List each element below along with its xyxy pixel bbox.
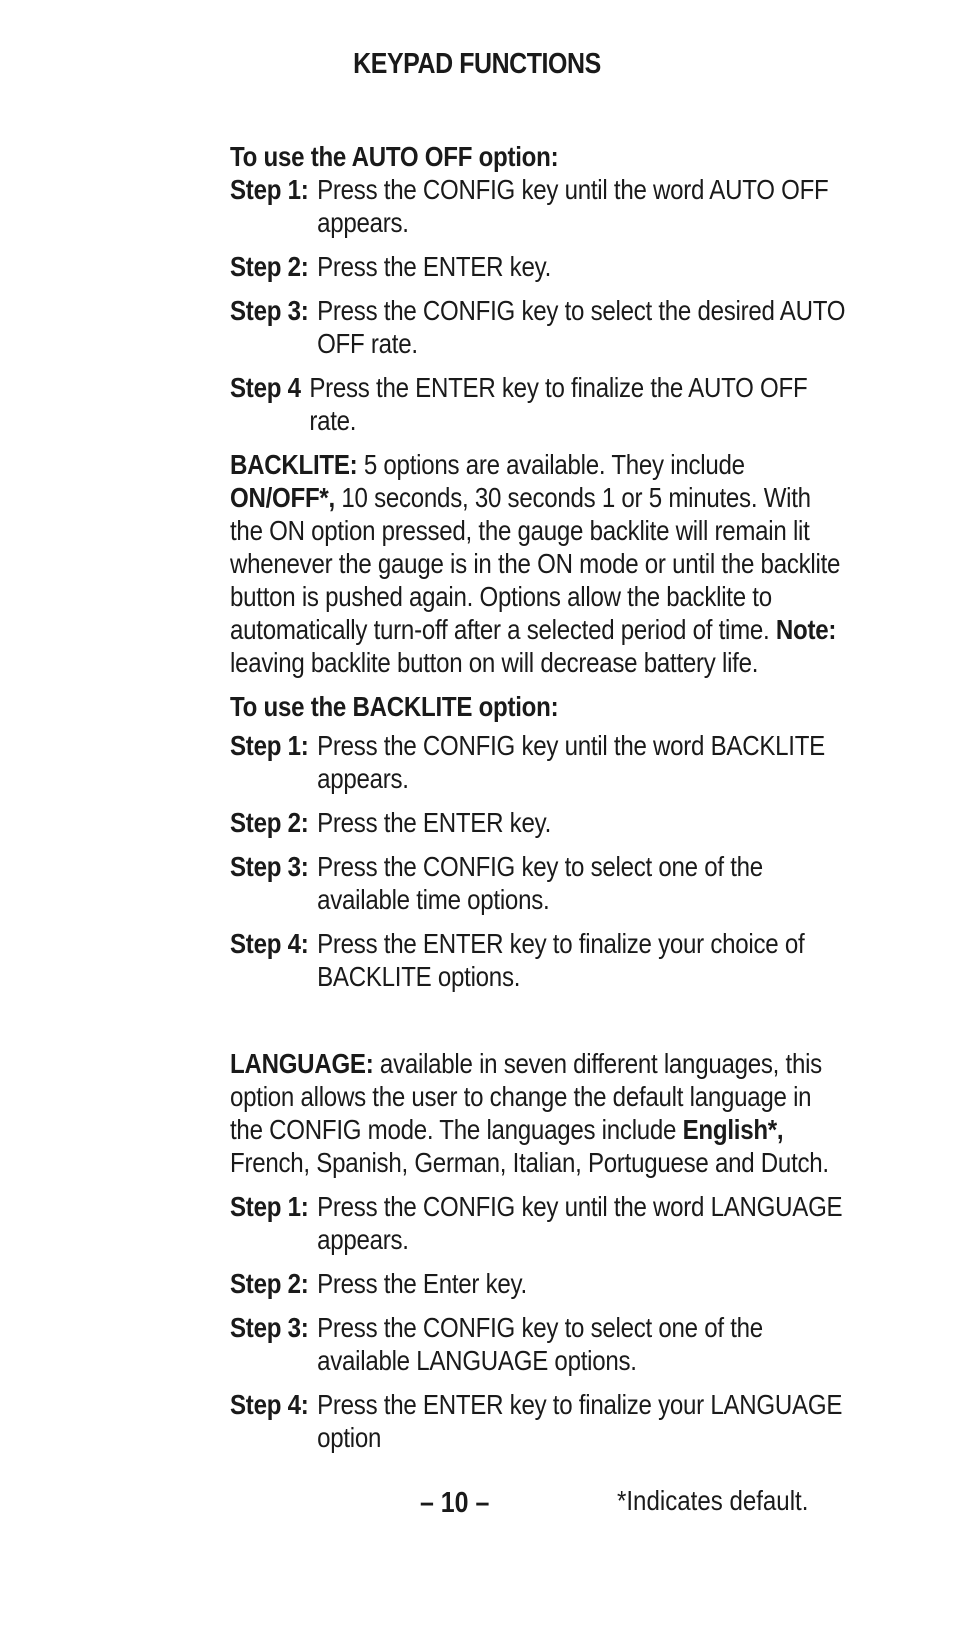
step-text: Press the ENTER key to finalize the AUTO OFF rate. [309, 372, 808, 436]
step-label: Step 3: [230, 851, 309, 882]
backlite-text-b: 10 seconds, 30 seconds 1 or 5 minutes. With the ON option pressed, the gauge backlite will remain lit whenever the gauge is in the ON mode or until the backlite button is pushed again. Options allow the backlite to automatically turn-off after a selected period of time. [230, 482, 841, 645]
language-text-a: available in seven different languages, this option allows the user to change the default language in the CONFIG mode. The languages include [230, 1048, 822, 1145]
step-label: Step 2: [230, 1268, 309, 1299]
language-step-1 [230, 1190, 849, 1256]
step-text: Press the ENTER key. [317, 807, 552, 838]
step-text: Press the ENTER key. [317, 251, 552, 282]
step-text: Press the CONFIG key to select one of the available LANGUAGE options. [317, 1312, 763, 1376]
backlite-step-2 [230, 806, 849, 839]
backlite-term: BACKLITE: [230, 449, 358, 480]
page-content [230, 140, 850, 1465]
step-label: Step 1: [230, 730, 309, 761]
step-label: Step 4: [230, 928, 309, 959]
backlite-description [230, 448, 849, 679]
auto-off-step-4 [230, 371, 849, 437]
backlite-step-1 [230, 729, 849, 795]
step-label: Step 3: [230, 295, 309, 326]
page-number: – 10 – [420, 1487, 490, 1519]
auto-off-step-2 [230, 250, 849, 283]
language-step-3 [230, 1311, 849, 1377]
backlite-steps [230, 729, 849, 993]
step-text: Press the CONFIG key until the word LANGUAGE appears. [317, 1191, 843, 1255]
step-label: Step 1: [230, 1191, 309, 1222]
step-text: Press the CONFIG key to select the desired AUTO OFF rate. [317, 295, 846, 359]
language-description [230, 1047, 849, 1179]
auto-off-step-1 [230, 173, 849, 239]
backlite-note-label: Note: [775, 614, 837, 645]
step-label: Step 2: [230, 251, 309, 282]
step-text: Press the CONFIG key until the word BACKLITE appears. [317, 730, 825, 794]
step-text: Press the CONFIG key to select one of the available time options. [317, 851, 763, 915]
backlite-note-text: leaving backlite button on will decrease battery life. [230, 647, 759, 678]
language-steps [230, 1190, 849, 1454]
language-step-2 [230, 1267, 849, 1300]
section-spacer [230, 1004, 849, 1047]
auto-off-step-3 [230, 294, 849, 360]
step-text: Press the ENTER key to finalize your LANGUAGE option [317, 1389, 843, 1453]
page-title: KEYPAD FUNCTIONS [353, 48, 601, 80]
default-footnote: *Indicates default. [617, 1485, 809, 1516]
step-label: Step 4: [230, 1389, 309, 1420]
step-label: Step 1: [230, 174, 309, 205]
backlite-step-4 [230, 927, 849, 993]
backlite-text-a: 5 options are available. They include [357, 449, 745, 480]
step-label: Step 2: [230, 807, 309, 838]
backlite-step-3 [230, 850, 849, 916]
step-label: Step 3: [230, 1312, 309, 1343]
language-text-b: French, Spanish, German, Italian, Portuguese and Dutch. [230, 1147, 829, 1178]
auto-off-heading: To use the AUTO OFF option: [230, 141, 559, 172]
step-text: Press the CONFIG key until the word AUTO OFF appears. [317, 174, 829, 238]
step-text: Press the ENTER key to finalize your choice of BACKLITE options. [317, 928, 805, 992]
backlite-default-option: ON/OFF*, [230, 482, 335, 513]
language-step-4 [230, 1388, 849, 1454]
step-label: Step 4 [230, 372, 301, 403]
language-term: LANGUAGE: [230, 1048, 374, 1079]
backlite-heading: To use the BACKLITE option: [230, 691, 559, 722]
language-default-option: English*, [682, 1114, 784, 1145]
auto-off-steps [230, 173, 849, 437]
step-text: Press the Enter key. [317, 1268, 527, 1299]
